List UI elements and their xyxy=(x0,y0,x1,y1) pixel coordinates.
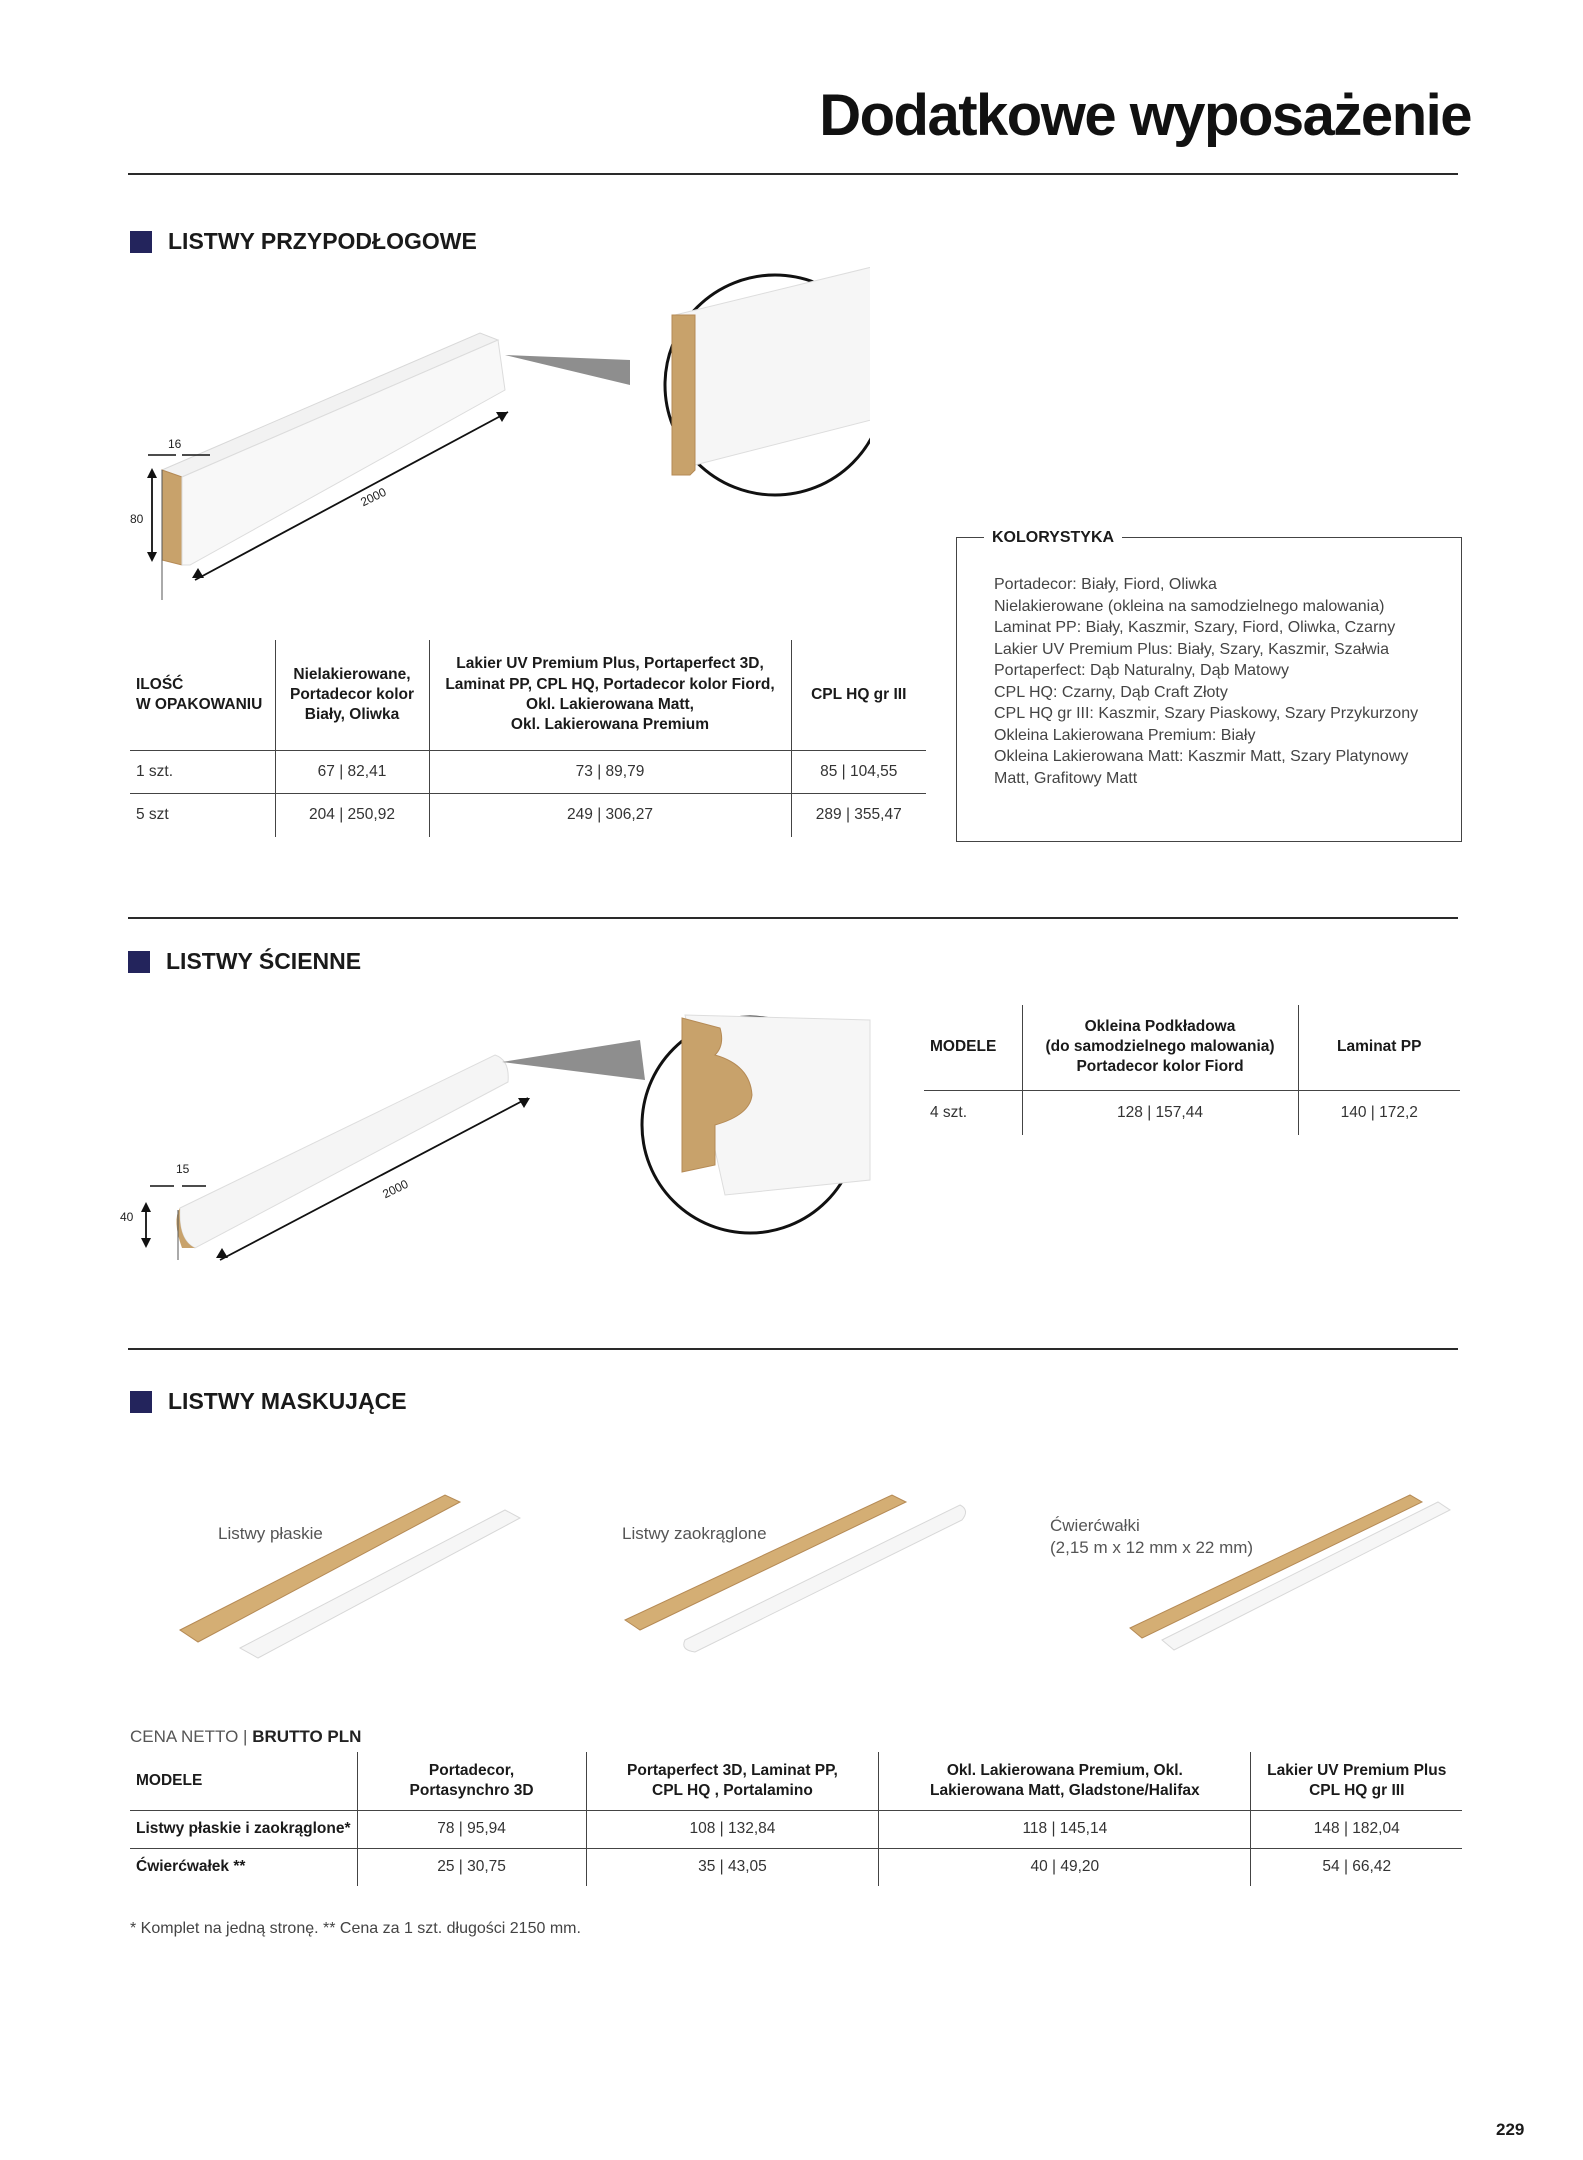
header-quantity: ILOŚĆ W OPAKOWANIU xyxy=(136,675,263,713)
wall-molding-price-table xyxy=(924,1005,1460,1135)
section-heading-text: LISTWY ŚCIENNE xyxy=(166,948,362,974)
color-line: Okleina Lakierowana Matt: Kaszmir Matt, Szary Platynowy xyxy=(994,748,1409,765)
color-line: Nielakierowane (okleina na samodzielnego malowania) xyxy=(994,597,1385,615)
title-divider xyxy=(128,173,1458,175)
header-models: MODELE xyxy=(136,1771,203,1789)
section-heading-text: LISTWY PRZYPODŁOGOWE xyxy=(168,228,477,254)
footnote: * Komplet na jedną stronę. ** Cena za 1 szt. długości 2150 mm. xyxy=(130,1920,581,1937)
dim-thickness-2: 15 xyxy=(176,1162,190,1176)
page-number: 229 xyxy=(1496,2120,1525,2139)
section-heading-skirting xyxy=(130,228,477,255)
color-line: Okleina Lakierowana Premium: Biały xyxy=(994,726,1256,744)
dim-length-1: 2000 xyxy=(358,484,389,510)
section-heading-text: LISTWY MASKUJĄCE xyxy=(168,1388,407,1414)
price-label: CENA NETTO | BRUTTO PLN xyxy=(130,1727,362,1746)
color-line: Matt, Grafitowy Matt xyxy=(994,769,1138,787)
color-line: Lakier UV Premium Plus: Biały, Szary, Kaszmir, Szałwia xyxy=(994,640,1390,658)
color-line: Laminat PP: Biały, Kaszmir, Szary, Fiord, Oliwka, Czarny xyxy=(994,619,1396,636)
color-line: Portaperfect: Dąb Naturalny, Dąb Matowy xyxy=(994,662,1289,679)
color-options-list xyxy=(994,574,1418,789)
table-row: Listwy płaskie i zaokrąglone* 78 | 95,94 108 | 132,84 118 | 145,14 148 | 182,04 xyxy=(130,1810,1462,1848)
header-laminat: Laminat PP xyxy=(1298,1005,1460,1090)
header-unpainted: Nielakierowane, Portadecor kolor Biały, Oliwka xyxy=(275,640,429,750)
section-divider xyxy=(128,1348,1458,1350)
header-portadecor: Portadecor, Portasynchro 3D xyxy=(357,1752,586,1810)
page-title: Dodatkowe wyposażenie xyxy=(819,83,1471,148)
skirting-price-table xyxy=(130,640,926,837)
section-marker-icon xyxy=(130,1391,152,1413)
masking-strips-illustration xyxy=(170,1480,1470,1670)
table-row: 4 szt. 128 | 157,44 140 | 172,2 xyxy=(924,1090,1460,1135)
header-models: MODELE xyxy=(930,1038,997,1056)
color-line: CPL HQ: Czarny, Dąb Craft Złoty xyxy=(994,683,1228,701)
dim-length-2: 2000 xyxy=(380,1176,411,1202)
skirting-board-illustration xyxy=(110,260,870,600)
header-cpl: CPL HQ gr III xyxy=(791,640,926,750)
section-divider xyxy=(128,917,1458,919)
section-heading-masking xyxy=(130,1388,407,1415)
masking-strips-price-table xyxy=(130,1752,1462,1886)
header-okleina: Okleina Podkładowa (do samodzielnego malowania) Portadecor kolor Fiord xyxy=(1022,1005,1298,1090)
color-line: Portadecor: Biały, Fiord, Oliwka xyxy=(994,576,1217,593)
header-lakier: Lakier UV Premium Plus, Portaperfect 3D, Laminat PP, CPL HQ, Portadecor kolor Fiord, Okl. Lakierowana Matt, Okl. Lakierowana Premium xyxy=(429,640,791,750)
section-marker-icon xyxy=(130,231,152,253)
wall-molding-illustration xyxy=(110,990,890,1280)
section-marker-icon xyxy=(128,951,150,973)
dim-thickness-1: 16 xyxy=(168,437,182,451)
dim-height-1: 80 xyxy=(130,512,144,526)
header-lakier-uv: Lakier UV Premium Plus CPL HQ gr III xyxy=(1251,1752,1462,1810)
table-row: 1 szt. 67 | 82,41 73 | 89,79 85 | 104,55 xyxy=(130,750,926,793)
color-line: CPL HQ gr III: Kaszmir, Szary Piaskowy, Szary Przykurzony xyxy=(994,705,1419,722)
header-lakierowana: Okl. Lakierowana Premium, Okl. Lakierowana Matt, Gladstone/Halifax xyxy=(879,1752,1251,1810)
caption-quarter-round: Ćwierćwałki (2,15 m x 12 mm x 22 mm) xyxy=(1050,1516,1254,1557)
caption-rounded: Listwy zaokrąglone xyxy=(622,1524,767,1543)
caption-flat: Listwy płaskie xyxy=(218,1524,323,1543)
section-heading-wall xyxy=(128,948,361,975)
header-portaperfect: Portaperfect 3D, Laminat PP, CPL HQ , Portalamino xyxy=(586,1752,879,1810)
color-options-title: KOLORYSTYKA xyxy=(984,529,1122,547)
table-row: Ćwierćwałek ** 25 | 30,75 35 | 43,05 40 | 49,20 54 | 66,42 xyxy=(130,1848,1462,1886)
table-row: 5 szt 204 | 250,92 249 | 306,27 289 | 355,47 xyxy=(130,793,926,837)
dim-height-2: 40 xyxy=(120,1210,134,1224)
